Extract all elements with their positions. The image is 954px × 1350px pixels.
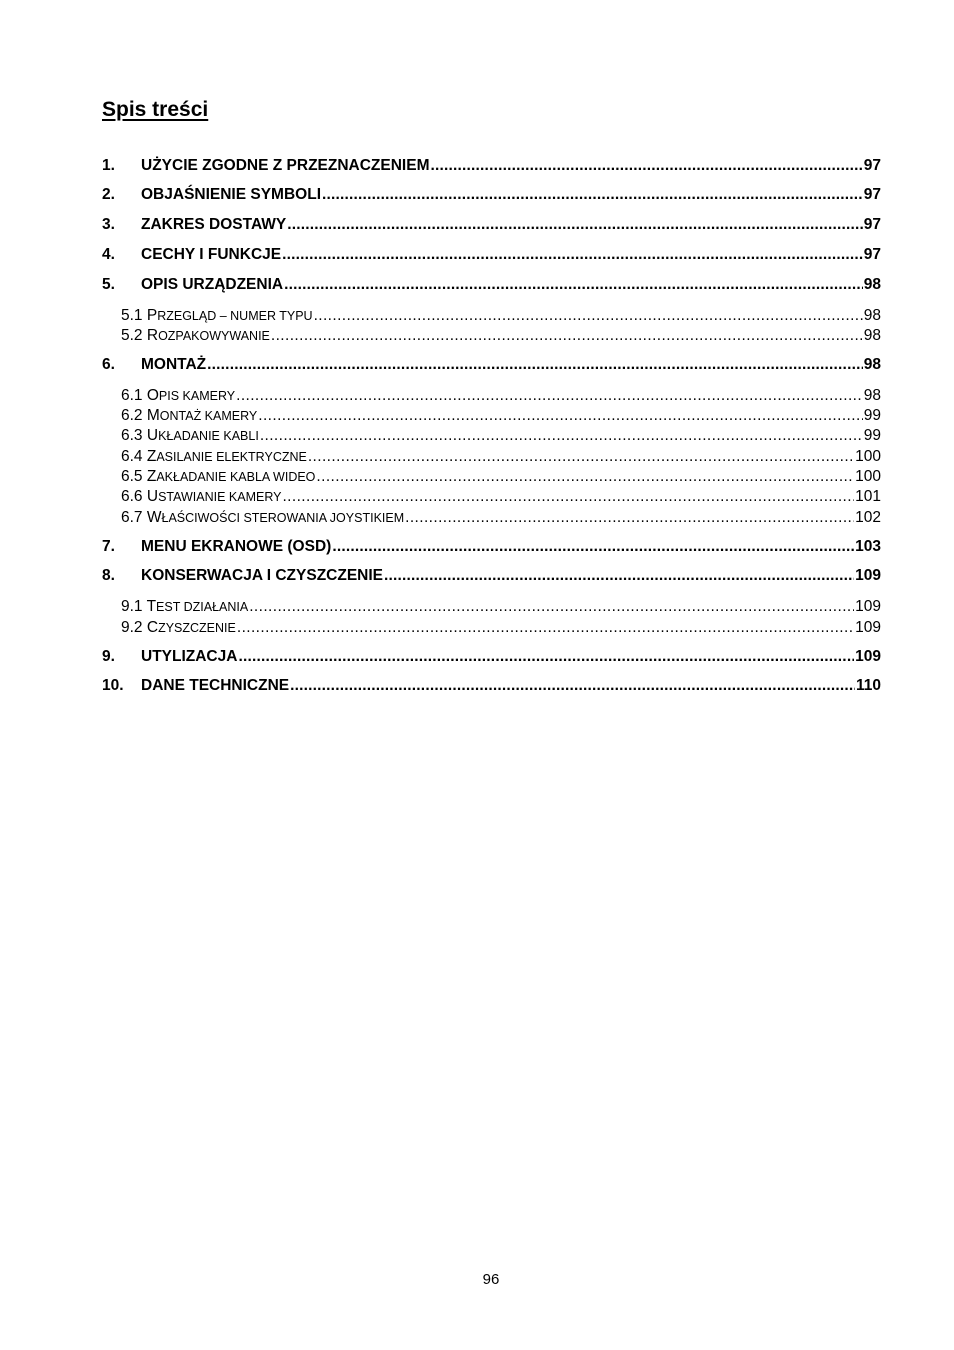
toc-entry-label: DANE TECHNICZNE [141, 677, 290, 694]
toc-subentry-initial: M [146, 407, 160, 424]
dot-leader [384, 567, 854, 585]
toc-entry-number: 6. [102, 356, 115, 373]
toc-page-number: 99 [863, 407, 881, 424]
toc-entry[interactable] [102, 276, 881, 298]
dot-leader [282, 488, 854, 506]
toc-subentry-rest: ZYSZCZENIE [158, 621, 236, 635]
toc-entry-label: UTYLIZACJA [141, 648, 238, 665]
page-number: 96 [482, 1271, 500, 1288]
toc-page-number: 100 [855, 468, 881, 485]
toc-subentry-label [102, 407, 257, 425]
toc-subentry-rest: KŁADANIE KABLI [158, 429, 259, 443]
toc-subentry-label [102, 387, 235, 405]
dot-leader [290, 677, 855, 695]
toc-entry[interactable] [102, 648, 881, 670]
toc-entry[interactable] [102, 186, 881, 208]
dot-leader [260, 427, 863, 445]
toc-entry[interactable] [102, 356, 881, 378]
toc-subentry-label [102, 427, 259, 445]
toc-page-number: 97 [863, 246, 881, 263]
toc-subentry-initial: T [146, 598, 157, 615]
dot-leader [237, 619, 854, 637]
dot-leader [316, 468, 854, 486]
toc-subentry-label [102, 468, 315, 486]
dot-leader [287, 216, 863, 234]
toc-subentry-rest: EST DZIAŁANIA [156, 600, 249, 614]
dot-leader [249, 598, 854, 616]
toc-subentry-rest: ASILANIE ELEKTRYCZNE [156, 450, 307, 464]
toc-subentry-initial: O [146, 387, 159, 404]
toc-subentry-number: 6.6 [121, 488, 147, 505]
dot-leader [284, 276, 863, 294]
toc-page-number: 97 [863, 186, 881, 203]
toc-entry-label: OBJAŚNIENIE SYMBOLI [141, 186, 321, 203]
toc-subentry[interactable] [102, 387, 881, 407]
toc-entry-number: 9. [102, 648, 115, 665]
toc-entry-number: 8. [102, 567, 115, 584]
toc-subentry-number: 9.1 [121, 598, 147, 615]
toc-page-number: 109 [855, 598, 881, 615]
toc-subentry[interactable] [102, 327, 881, 347]
dot-leader [322, 186, 863, 204]
toc-subentry-label [102, 598, 248, 616]
toc-subentry-label [102, 448, 307, 466]
dot-leader [430, 157, 862, 175]
toc-subentry[interactable] [102, 509, 881, 529]
toc-entry-label: UŻYCIE ZGODNE Z PRZEZNACZENIEM [141, 157, 430, 174]
toc-subentry-number: 9.2 [121, 619, 147, 636]
toc-subentry-label [102, 509, 404, 527]
toc-entry-number: 5. [102, 276, 115, 293]
toc-page-number: 109 [855, 619, 881, 636]
dot-leader [308, 448, 854, 466]
toc-subentry-initial: P [146, 307, 158, 324]
dot-leader [238, 648, 854, 666]
toc-subentry[interactable] [102, 488, 881, 508]
toc-subentry-rest: PIS KAMERY [158, 389, 236, 403]
toc-entry[interactable] [102, 246, 881, 268]
toc-entry-label: CECHY I FUNKCJE [141, 246, 282, 263]
toc-subentry-initial: R [146, 327, 159, 344]
dot-leader [314, 307, 863, 325]
toc-subentry-number: 6.1 [121, 387, 147, 404]
dot-leader [258, 407, 863, 425]
toc-subentry-rest: RZEGLĄD – NUMER TYPU [157, 309, 313, 323]
toc-entry-number: 2. [102, 186, 115, 203]
toc-subentry-initial: U [146, 488, 159, 505]
toc-subentry-number: 6.5 [121, 468, 147, 485]
toc-entry-number: 7. [102, 538, 115, 555]
dot-leader [207, 356, 863, 374]
toc-subentry-initial: C [146, 619, 159, 636]
page-title: Spis treści [102, 98, 209, 121]
toc-subentry[interactable] [102, 427, 881, 447]
toc-subentry-initial: Z [146, 448, 157, 465]
toc-subentry-label [102, 327, 270, 345]
dot-leader [236, 387, 863, 405]
toc-page-number: 99 [863, 427, 881, 444]
toc-page-number: 103 [855, 538, 881, 555]
toc-entry-number: 1. [102, 157, 115, 174]
toc-subentry[interactable] [102, 619, 881, 639]
toc-page-number: 101 [855, 488, 881, 505]
toc-entry-number: 3. [102, 216, 115, 233]
toc-subentry-number: 6.4 [121, 448, 147, 465]
toc-entry-number: 10. [102, 677, 124, 694]
toc-entry-label: MENU EKRANOWE (OSD) [141, 538, 332, 555]
toc-page-number: 110 [855, 677, 881, 694]
toc-page-number: 98 [863, 276, 881, 293]
toc-entry-label: KONSERWACJA I CZYSZCZENIE [141, 567, 383, 584]
toc-entry-number: 4. [102, 246, 115, 263]
dot-leader [332, 538, 854, 556]
toc-page-number: 109 [855, 567, 881, 584]
toc-entry-label: ZAKRES DOSTAWY [141, 216, 287, 233]
toc-subentry-initial: Z [146, 468, 157, 485]
toc-subentry-label [102, 307, 313, 325]
toc-subentry[interactable] [102, 598, 881, 618]
toc-subentry-label [102, 619, 236, 637]
toc-subentry-number: 6.3 [121, 427, 147, 444]
toc-page-number: 98 [863, 327, 881, 344]
toc-entry[interactable] [102, 567, 881, 589]
toc-subentry[interactable] [102, 307, 881, 327]
toc-page-number: 98 [863, 307, 881, 324]
toc-subentry-number: 5.2 [121, 327, 147, 344]
toc-subentry-rest: AKŁADANIE KABLA WIDEO [156, 470, 316, 484]
toc-page-number: 97 [863, 157, 881, 174]
toc-subentry-initial: W [146, 509, 162, 526]
toc-subentry-rest: OZPAKOWYWANIE [158, 329, 270, 343]
toc-subentry-rest: ONTAŻ KAMERY [159, 409, 258, 423]
toc-page-number: 98 [863, 356, 881, 373]
toc-entry[interactable] [102, 538, 881, 560]
toc-subentry-number: 6.7 [121, 509, 147, 526]
toc-subentry[interactable] [102, 448, 881, 468]
toc-subentry-number: 5.1 [121, 307, 147, 324]
toc-subentry[interactable] [102, 407, 881, 427]
toc-entry[interactable] [102, 677, 881, 699]
toc-subentry-initial: U [146, 427, 159, 444]
toc-page-number: 102 [855, 509, 881, 526]
toc-entry[interactable] [102, 216, 881, 238]
dot-leader [271, 327, 863, 345]
toc-subentry[interactable] [102, 468, 881, 488]
toc-entry[interactable] [102, 157, 881, 179]
toc-page-number: 100 [855, 448, 881, 465]
dot-leader [405, 509, 854, 527]
toc-subentry-rest: STAWIANIE KAMERY [158, 490, 282, 504]
toc-page-number: 97 [863, 216, 881, 233]
toc-page-number: 98 [863, 387, 881, 404]
dot-leader [282, 246, 863, 264]
toc-subentry-label [102, 488, 281, 506]
toc-entry-label: OPIS URZĄDZENIA [141, 276, 284, 293]
toc-page-number: 109 [855, 648, 881, 665]
toc-entry-label: MONTAŻ [141, 356, 207, 373]
toc-subentry-number: 6.2 [121, 407, 147, 424]
toc-subentry-rest: ŁAŚCIWOŚCI STEROWANIA JOYSTIKIEM [161, 511, 405, 525]
